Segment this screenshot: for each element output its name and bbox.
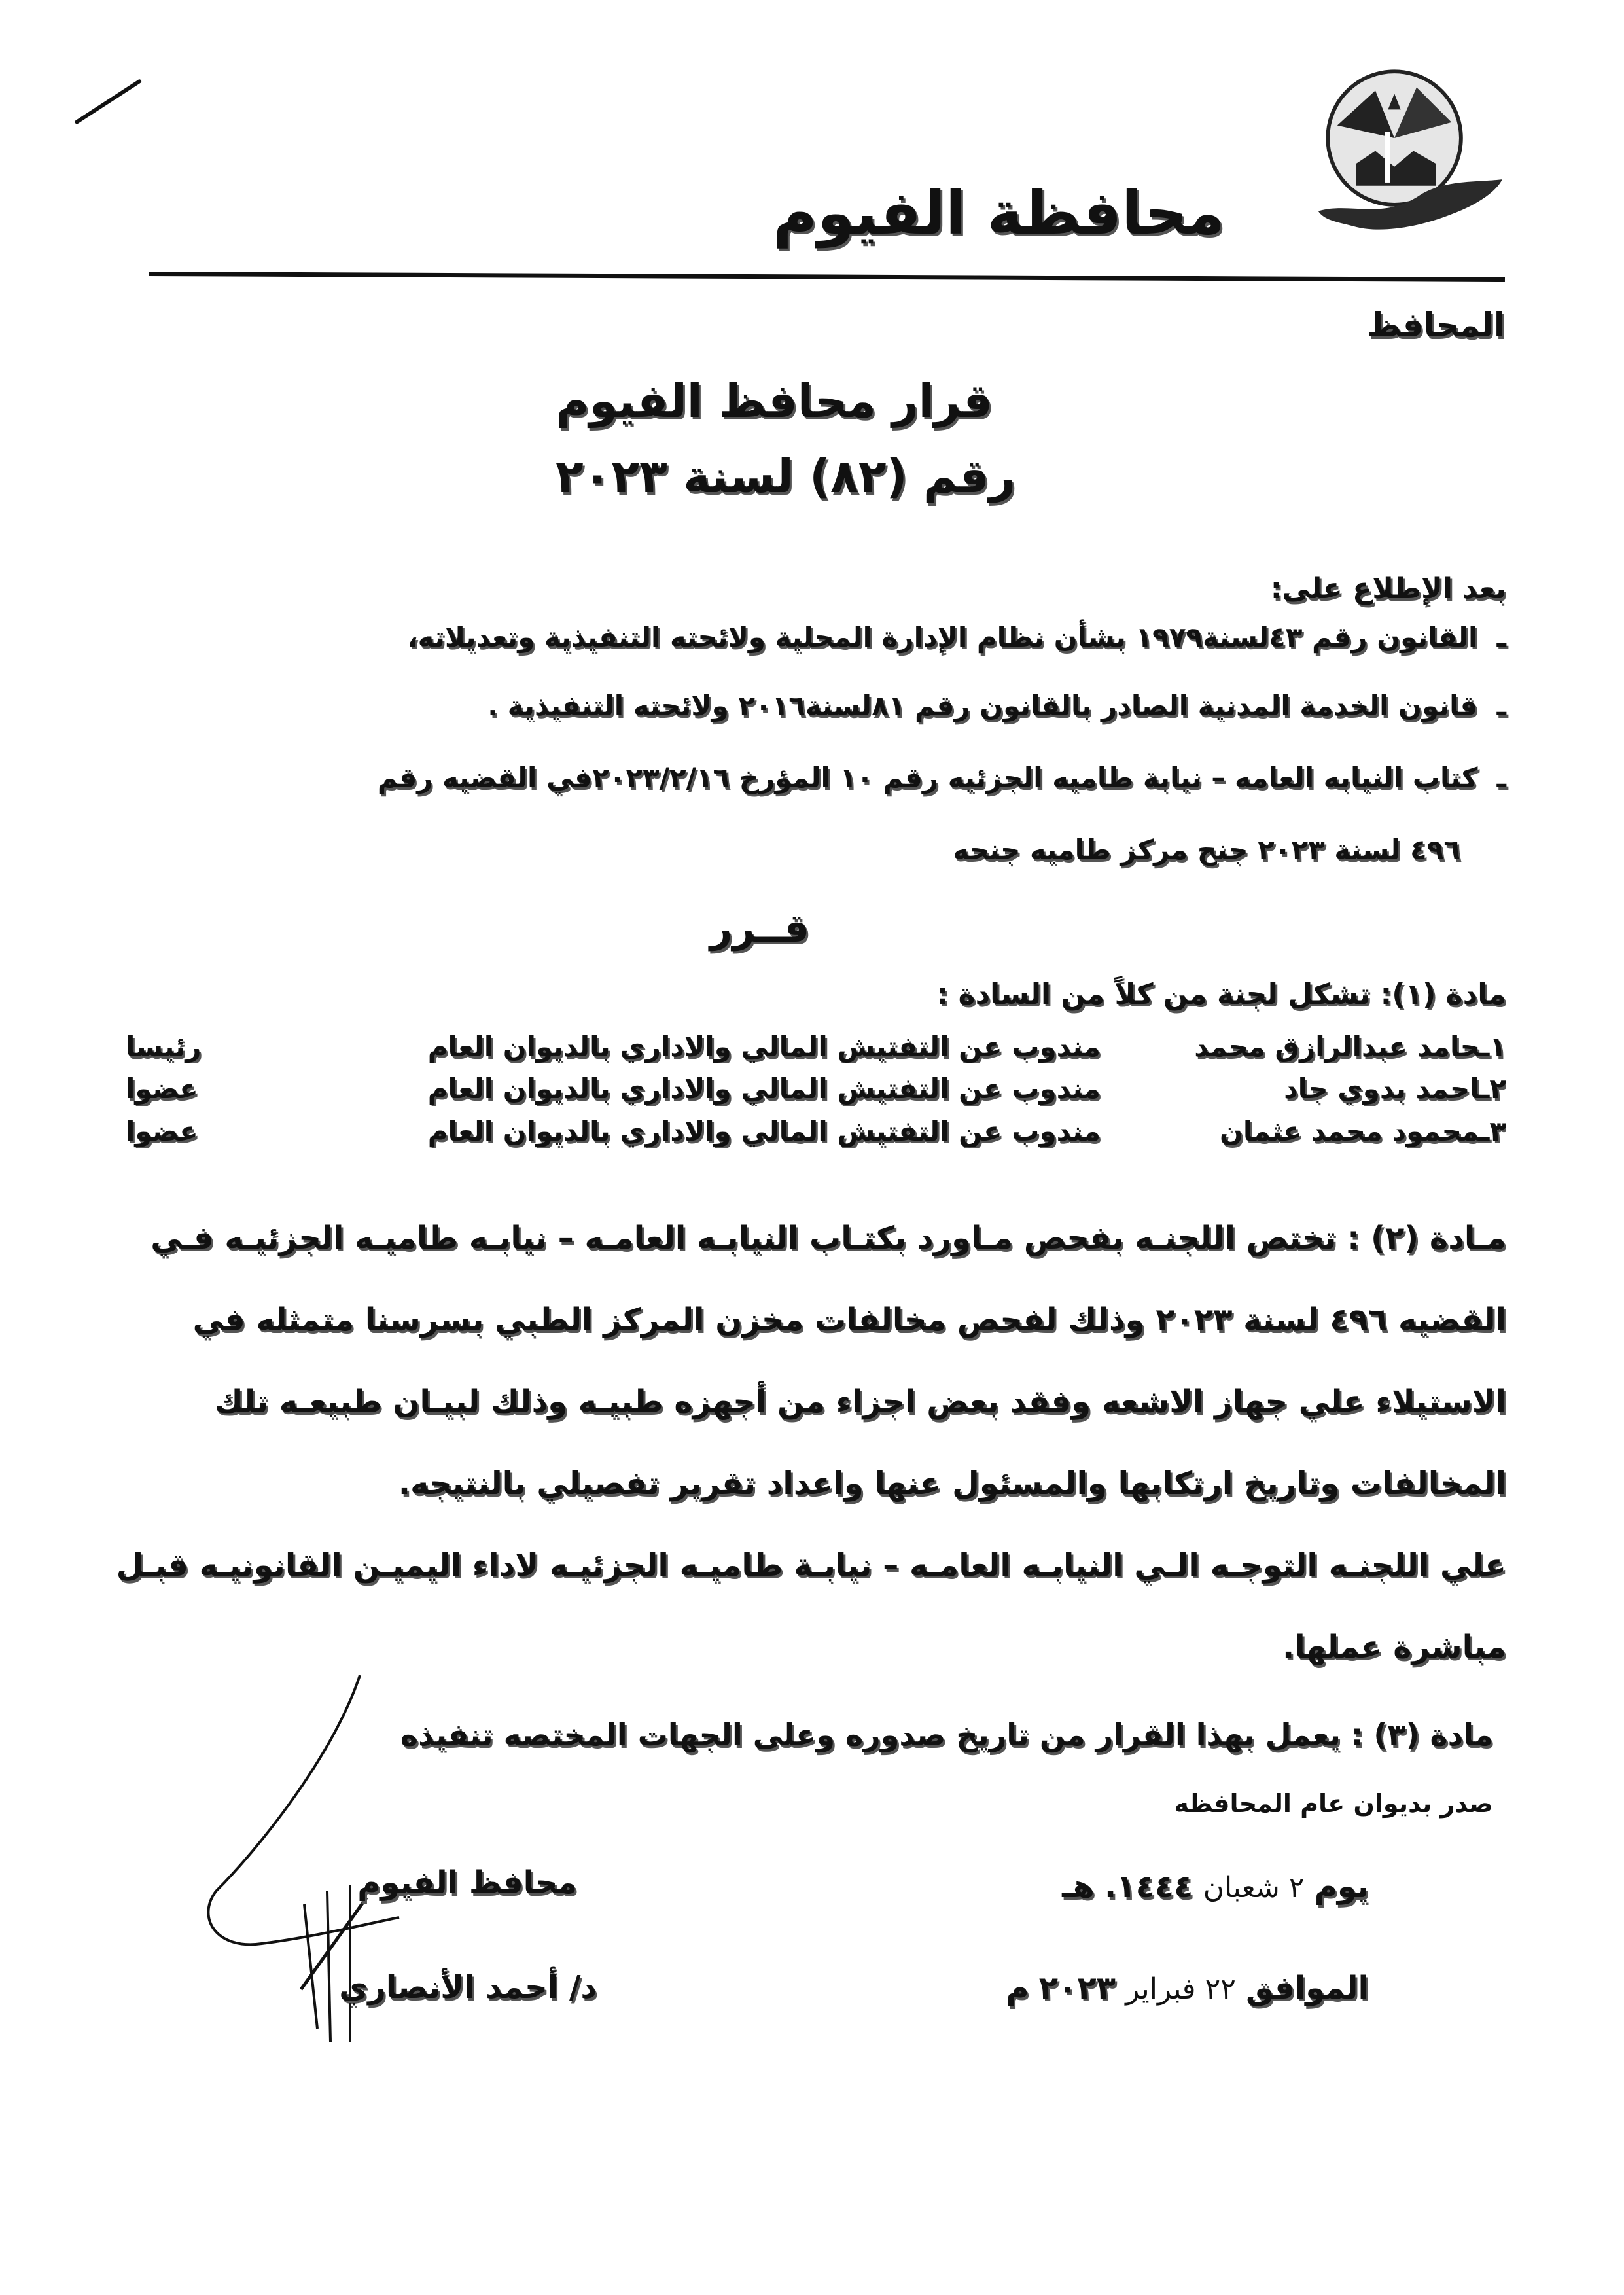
preamble-item-text: كتاب النيابه العامه – نيابة طاميه الجزئيه رقم ١٠ المؤرخ ٢٠٢٣/٢/١٦في القضيه رقم — [377, 762, 1478, 794]
organization-name: محافظة الفيوم — [773, 178, 1225, 248]
preamble-item-text: القانون رقم ٤٣لسنة١٩٧٩ بشأن نظام الإدارة المحلية ولائحته التنفيذية وتعديلاته، — [407, 621, 1478, 653]
article-2-line: المخالفات وتاريخ ارتكابها والمسئول عنها واعداد تقرير تفصيلي بالنتيجه. — [398, 1465, 1506, 1502]
greg-suffix: م — [1006, 1970, 1029, 2006]
greg-year: ٢٠٢٣ — [1038, 1970, 1116, 2006]
decree-title: قرار محافظ الفيوم — [556, 374, 993, 428]
header-divider — [149, 272, 1505, 282]
issued-at-text: صدر بديوان عام المحافظه — [1174, 1789, 1493, 1818]
article-2-line: مباشرة عملها. — [1282, 1629, 1506, 1665]
preamble-item — [487, 690, 1506, 722]
preamble-item-text: قانون الخدمة المدنية الصادر بالقانون رقم ٨١لسنة٢٠١٦ ولائحته التنفيذية . — [487, 690, 1478, 722]
committee-members — [126, 1031, 1506, 1148]
hijri-suffix: هـ — [1062, 1868, 1095, 1905]
member-name: ١ـحامد عبدالرازق محمد — [1194, 1031, 1506, 1063]
article-2-line: علي اللجنـه التوجـه الـي النيابـه العامـه – نيابـة طاميـه الجزئيـه لاداء اليميـن القانونيـه قبـل — [116, 1547, 1506, 1584]
article-2-line: القضيه ٤٩٦ لسنة ٢٠٢٣ وذلك لفحص مخالفات مخزن المركز الطبي بسرسنا متمثله في — [192, 1302, 1506, 1338]
member-name: ٢ـاحمد بدوي جاد — [1284, 1073, 1506, 1105]
article-1-text: مادة (١): تشكل لجنة من كلاً من السادة : — [936, 978, 1506, 1011]
article-2-line: مـادة (٢) : تختص اللجنـه بفحص مـاورد بكتـاب النيابـه العامـه – نيابـه طاميـه الجزئيـه فـي — [150, 1220, 1506, 1256]
hijri-year: ١٤٤٤. — [1104, 1868, 1193, 1905]
member-position: رئيسا — [126, 1031, 202, 1063]
greg-handwritten: ٢٢ فبراير — [1125, 1972, 1236, 2006]
decision-heading: قــرر — [709, 906, 809, 952]
preamble-heading: بعد الإطلاع على: — [1270, 572, 1506, 605]
preamble-item — [408, 622, 1506, 653]
preamble-item — [378, 762, 1506, 794]
member-role: مندوب عن التفتيش المالي والاداري بالديوان العام — [427, 1031, 1101, 1063]
bullet-dash: ـ — [1477, 621, 1506, 653]
member-position: عضوا — [126, 1114, 198, 1147]
signatory-name: د/ أحمد الأنصاري — [339, 1969, 597, 2006]
bullet-dash: ـ — [1477, 762, 1506, 794]
article-2-line: الاستيلاء علي جهاز الاشعه وفقد بعض اجزاء من أجهزه طبيـه وذلك لبيـان طبيعـه تلك — [214, 1383, 1506, 1420]
hijri-handwritten: ٢ شعبان — [1203, 1871, 1305, 1904]
bullet-dash: ـ — [1477, 690, 1506, 722]
gregorian-date — [1006, 1970, 1369, 2008]
member-position: عضوا — [126, 1073, 198, 1105]
member-name: ٣ـمحمود محمد عثمان — [1219, 1114, 1506, 1147]
decree-number: رقم (٨٢) لسنة ٢٠٢٣ — [555, 450, 1015, 503]
article-3-text: مادة (٣) : يعمل بهذا القرار من تاريخ صدوره وعلى الجهات المختصه تنفيذه — [400, 1717, 1493, 1752]
pen-mark — [74, 79, 142, 124]
issuer-label: المحافظ — [1367, 306, 1505, 344]
preamble-item-continuation: ٤٩٦ لسنة ٢٠٢٣ جنح مركز طاميه جنحه — [953, 834, 1460, 866]
hijri-date — [1062, 1868, 1369, 1906]
greg-prefix: الموافق — [1246, 1970, 1369, 2006]
member-role: مندوب عن التفتيش المالي والاداري بالديوان العام — [427, 1073, 1101, 1105]
governorate-logo — [1312, 56, 1521, 265]
signatory-title: محافظ الفيوم — [357, 1864, 577, 1901]
hijri-prefix: يوم — [1314, 1868, 1369, 1905]
member-role: مندوب عن التفتيش المالي والاداري بالديوان العام — [427, 1114, 1101, 1147]
